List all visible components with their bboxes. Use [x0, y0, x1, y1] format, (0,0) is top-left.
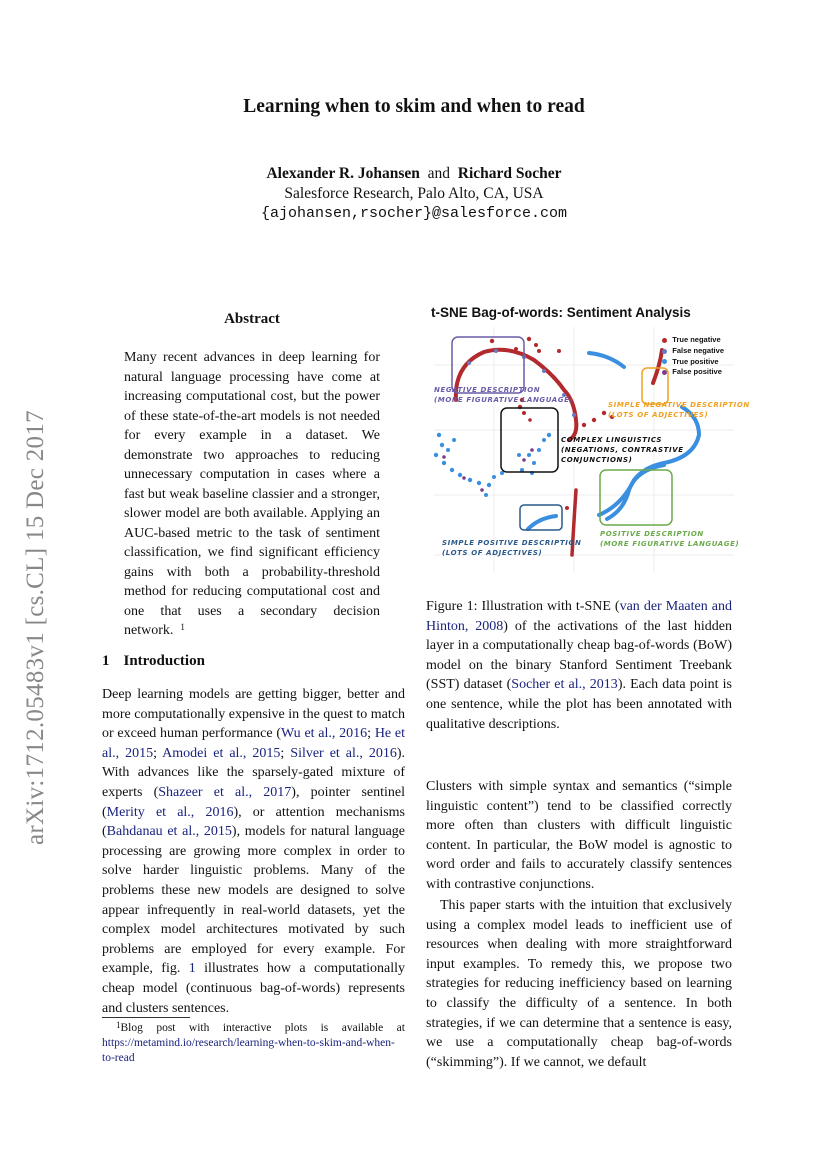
text: ), or attention mechanisms (	[102, 804, 405, 840]
annotation-line: SIMPLE NEGATIVE DESCRIPTION	[608, 401, 750, 409]
annotation-line: (LOTS OF ADJECTIVES)	[442, 549, 543, 557]
figure-ref-link[interactable]: 1	[188, 961, 196, 977]
annotation-line: (MORE FIGURATIVE LANGUAGE)	[600, 540, 740, 548]
section-number: 1	[102, 653, 110, 669]
annotation-simple-positive	[442, 538, 581, 558]
citation-link[interactable]: He et al., 2015	[102, 726, 405, 761]
text: Figure 1: Illustration with t-SNE (	[426, 599, 620, 614]
section-title: Introduction	[123, 653, 205, 669]
annotation-complex-linguistics	[561, 435, 684, 465]
plot-title: t-SNE Bag-of-words: Sentiment Analysis	[431, 305, 691, 320]
annotation-line: NEGATIVE DESCRIPTION	[434, 386, 541, 394]
text: ), pointer sentinel (	[102, 784, 405, 820]
text: ;	[280, 745, 291, 761]
legend-label: True positive	[672, 356, 719, 366]
citation-link[interactable]: Amodei et al., 2015	[162, 745, 281, 761]
paper-title: Learning when to skim and when to read	[243, 96, 585, 117]
citation-link[interactable]: Wu et al., 2016	[281, 726, 368, 742]
annotation-line: SIMPLE POSITIVE DESCRIPTION	[442, 539, 582, 547]
footnote-url-link[interactable]: https://metamind.io/research/learning-when-to-skim-and-when-to-read	[102, 1037, 395, 1064]
author-email: {ajohansen,rsocher}@salesforce.com	[260, 205, 568, 222]
author-line	[0, 164, 828, 184]
affiliation: Salesforce Research, Palo Alto, CA, USA	[284, 185, 544, 202]
figure-1-plot	[424, 305, 750, 575]
complex-linguistics-box	[501, 408, 558, 472]
legend-label: False positive	[672, 367, 722, 377]
intro-paragraph-3	[426, 896, 732, 1072]
plot-legend	[662, 335, 724, 378]
text: ;	[153, 745, 163, 761]
footnote	[102, 1021, 405, 1066]
text: ), models for natural language processing are growing more complex in order to solve harder linguistic problems. Many of the problems these new models are designed to solve appear infrequently in real-world datasets, yet the complex model architectures motivated by such problems are employed for every example. For example, fig.	[102, 824, 405, 977]
text: ). Each data point is one sentence, while the plot has been annotated with qualitative descriptions.	[426, 677, 732, 732]
citation-link[interactable]: van der Maaten and Hinton, 2008	[426, 599, 732, 634]
author-2: Richard Socher	[457, 165, 562, 182]
author-conjunction: and	[427, 165, 451, 182]
legend-item	[662, 346, 724, 357]
legend-dot-icon	[662, 359, 667, 364]
footnote-mark: 1	[180, 622, 185, 632]
annotation-line: (LOTS OF ADJECTIVES)	[608, 411, 709, 419]
annotation-line: (NEGATIONS, CONTRASTIVE	[561, 446, 684, 454]
legend-item	[662, 357, 724, 368]
legend-label: False negative	[672, 345, 724, 355]
text: ) of the activations of the last hidden layer in a computationally cheap bag-of-words (BoW) model on the binary Stanford Sentiment Treebank (SST) dataset (	[426, 618, 732, 693]
paragraph-text: Clusters with simple syntax and semantics (“simple linguistic content”) tend to be classified correctly more often than clusters with difficult linguistic content. In particular, the BoW model is agnostic to word order and fails to accurately classify sentences with contrastive conjunctions.	[426, 779, 732, 892]
text: illustrates how a computationally cheap model (continuous bag-of-words) represents and clusters sentences.	[102, 961, 405, 1016]
text: Deep learning models are getting bigger, better and more computationally expensive in the quest to match or exceed human performance (	[102, 687, 405, 742]
intro-paragraph-1	[102, 685, 405, 1018]
citation-link[interactable]: Bahdanau et al., 2015	[106, 824, 232, 840]
citation-link[interactable]: Socher et al., 2013	[511, 677, 618, 693]
footnote-text: Blog post with interactive plots is available at	[120, 1022, 405, 1034]
legend-item	[662, 335, 724, 346]
citation-link[interactable]: Shazeer et al., 2017	[158, 784, 292, 800]
legend-label: True negative	[672, 335, 721, 344]
arxiv-stamp: arXiv:1712.05483v1 [cs.CL] 15 Dec 2017	[22, 410, 49, 845]
legend-dot-icon	[662, 349, 667, 354]
section-heading	[102, 653, 205, 670]
annotation-line: COMPLEX LINGUISTICS	[561, 436, 662, 444]
annotation-line: CONJUNCTIONS)	[561, 456, 633, 464]
legend-dot-icon	[662, 370, 667, 375]
footnote-rule	[102, 1017, 190, 1018]
abstract-body	[124, 348, 380, 641]
paragraph-text: This paper starts with the intuition that exclusively using a complex model leads to inefficient use of resources when dealing with more straightforward input examples. To remedy this, we propose two strategies for reducing inefficiency based on learning to classify the difficulty of a sentence. In both strategies, if we can determine that a sentence is easy, we use a computationally cheap bag-of-words (“skimming”). If we cannot, we default	[426, 898, 732, 1070]
intro-paragraph-2	[426, 777, 732, 895]
figure-1-caption	[426, 597, 732, 734]
annotation-positive-description	[600, 529, 739, 549]
author-block	[0, 164, 828, 224]
citation-link[interactable]: Merity et al., 2016	[106, 804, 234, 820]
annotation-simple-negative	[608, 400, 750, 420]
legend-dot-icon	[662, 338, 667, 343]
legend-item	[662, 367, 724, 378]
annotation-negative-description	[434, 385, 573, 405]
abstract-text: Many recent advances in deep learning for natural language processing have come at increasing computational cost, but the power of these state-of-the-art models is not needed for every example in a dataset. We demonstrate two approaches to reducing unnecessary computation in cases where a fast but weak baseline classier and a stronger, slower model are both available. Applying an AUC-based metric to the task of sentiment classification, we find significant efficiency gains with both a probability-threshold method for reducing computational cost and one that uses a secondary decision network.	[124, 350, 380, 638]
abstract-heading: Abstract	[224, 311, 280, 327]
footnote-number: 1	[116, 1020, 121, 1030]
author-1: Alexander R. Johansen	[266, 165, 420, 182]
annotation-line: (MORE FIGURATIVE LANGUAGE)	[434, 396, 574, 404]
text: ;	[367, 726, 375, 742]
text: ). With advances like the sparsely-gated mixture of experts (	[102, 745, 406, 800]
annotation-line: POSITIVE DESCRIPTION	[600, 530, 704, 538]
citation-link[interactable]: Silver et al., 2016	[290, 745, 397, 761]
